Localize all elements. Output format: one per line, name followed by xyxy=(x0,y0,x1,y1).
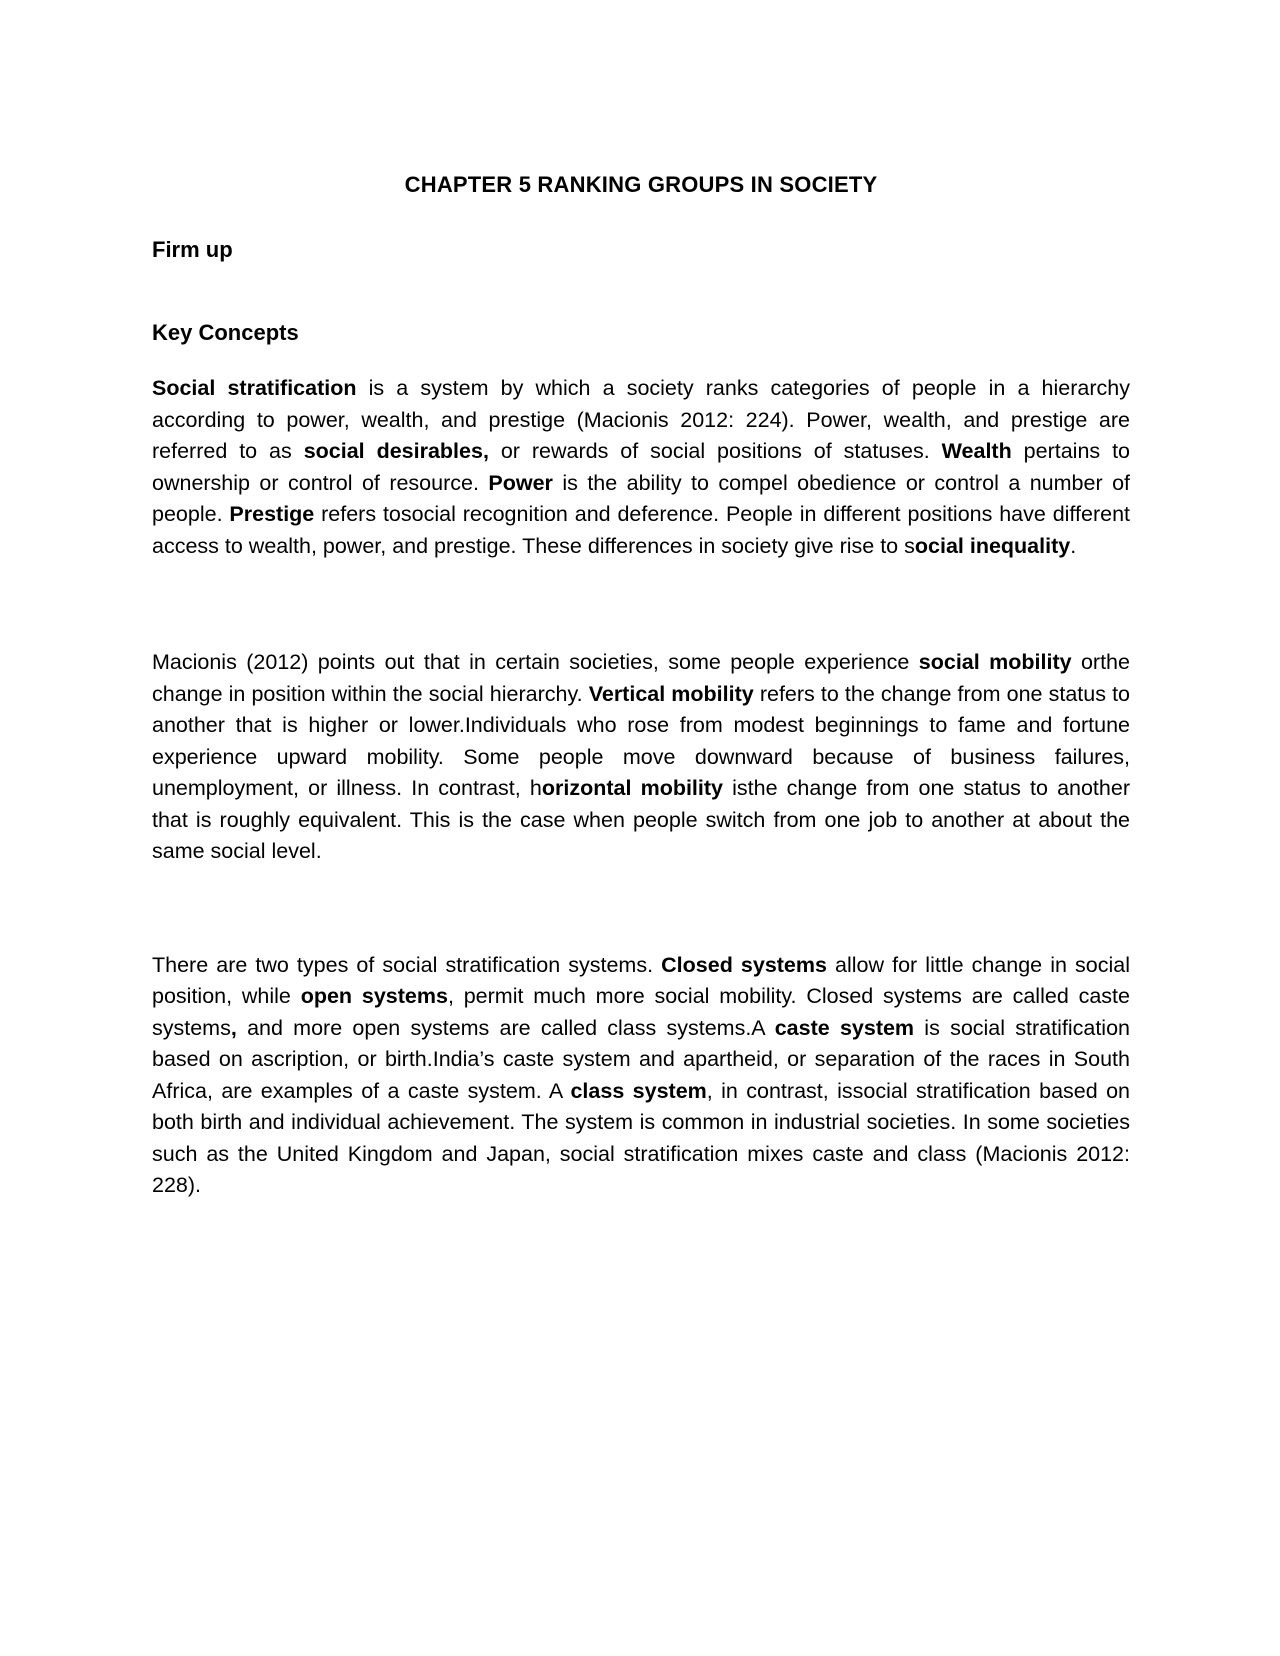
heading-key-concepts: Key Concepts xyxy=(152,320,299,345)
paragraph-stratification-systems: There are two types of social stratification systems. Closed systems allow for little change in social position, while open systems, permit much more social mobility. Closed systems are called caste systems, and more open systems are called class systems.A caste system is social stratification based on ascription, or birth.India’s caste system and apartheid, or separation of the races in South Africa, are examples of a caste system. A class system, in contrast, issocial stratification based on both birth and individual achievement. The system is common in industrial societies. In some societies such as the United Kingdom and Japan, social stratification mixes caste and class (Macionis 2012: 228). xyxy=(152,952,1130,1197)
paragraph-social-mobility: Macionis (2012) points out that in certain societies, some people experience social mobility orthe change in position within the social hierarchy. Vertical mobility refers to the change from one status to another that is higher or lower.Individuals who rose from modest beginnings to fame and fortune experience upward mobility. Some people move downward because of business failures, unemployment, or illness. In contrast, horizontal mobility isthe change from one status to another that is roughly equivalent. This is the case when people switch from one job to another at about the same social level. xyxy=(152,650,1130,863)
document-title: CHAPTER 5 RANKING GROUPS IN SOCIETY xyxy=(404,172,878,197)
heading-firm-up: Firm up xyxy=(152,237,233,262)
paragraph-social-stratification: Social stratification is a system by which a society ranks categories of people in a hierarchy according to power, wealth, and prestige (Macionis 2012: 224). Power, wealth, and prestige are referred to as social desirables, or rewards of social positions of statuses. Wealth pertains to ownership or control of resource. Power is the ability to compel obedience or control a number of people. Prestige refers tosocial recognition and deference. People in different positions have different access to wealth, power, and prestige. These differences in society give rise to social inequality. xyxy=(152,376,1131,558)
